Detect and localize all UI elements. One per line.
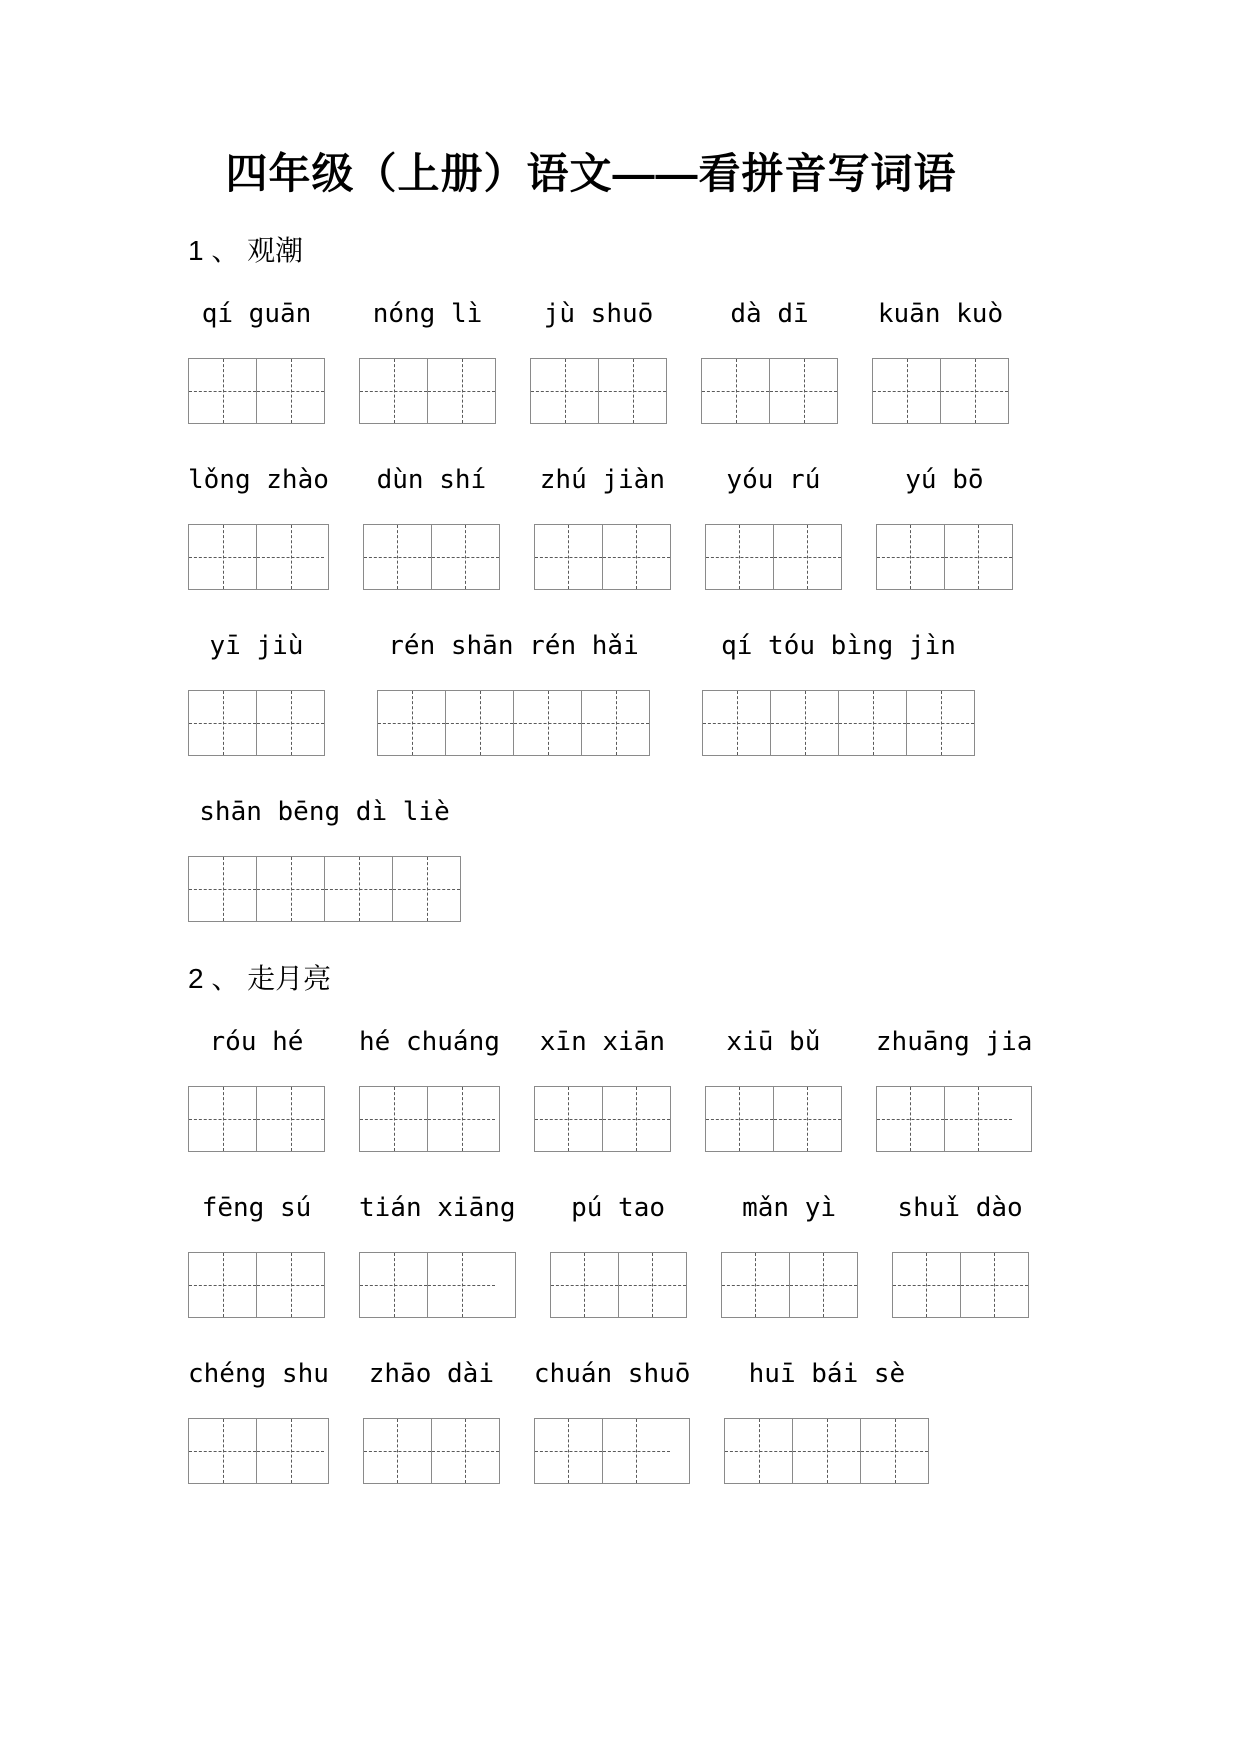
pinyin-label: zhuāng jia xyxy=(875,1027,1033,1057)
writing-grid xyxy=(188,856,461,922)
word-group xyxy=(363,1358,500,1484)
grid-cell xyxy=(603,1087,670,1151)
grid-cell xyxy=(535,1419,603,1483)
word-group xyxy=(188,1192,325,1318)
pinyin-label: xiū bǔ xyxy=(726,1027,821,1057)
grid-cell xyxy=(603,1419,670,1483)
grid-cell xyxy=(703,691,771,755)
grid-cell xyxy=(446,691,514,755)
grid-cell xyxy=(360,1253,428,1317)
writing-grid xyxy=(188,1418,329,1484)
pinyin-label: kuān kuò xyxy=(877,299,1004,329)
writing-grid xyxy=(188,1252,325,1318)
grid-cell xyxy=(189,1419,257,1483)
grid-cell xyxy=(945,525,1012,589)
pinyin-label: hé chuáng xyxy=(359,1027,500,1057)
grid-cell xyxy=(428,1087,495,1151)
grid-cell xyxy=(189,525,257,589)
word-group xyxy=(188,796,461,922)
writing-grid xyxy=(530,358,667,424)
word-group xyxy=(534,1026,671,1152)
writing-grid xyxy=(876,524,1013,590)
writing-grid xyxy=(363,1418,500,1484)
section-heading: 1 、 观潮 xyxy=(188,235,304,266)
grid-cell xyxy=(364,1419,432,1483)
writing-grid xyxy=(705,1086,842,1152)
pinyin-label: yī jiù xyxy=(209,631,304,661)
word-group xyxy=(872,298,1009,424)
grid-cell xyxy=(428,1253,495,1317)
word-row xyxy=(188,464,994,590)
word-row xyxy=(188,796,994,922)
writing-grid xyxy=(721,1252,858,1318)
grid-cell xyxy=(725,1419,793,1483)
grid-cell xyxy=(702,359,770,423)
grid-cell xyxy=(189,857,257,921)
writing-grid xyxy=(188,358,325,424)
grid-cell xyxy=(257,359,324,423)
writing-grid xyxy=(188,1086,325,1152)
word-row xyxy=(188,1192,1023,1318)
pinyin-label: chéng shu xyxy=(188,1359,329,1389)
grid-cell xyxy=(257,525,324,589)
grid-cell xyxy=(257,1253,324,1317)
grid-cell xyxy=(378,691,446,755)
grid-cell xyxy=(189,359,257,423)
pinyin-label: shān bēng dì liè xyxy=(199,797,450,827)
grid-cell xyxy=(432,1419,499,1483)
word-group xyxy=(724,1358,929,1484)
word-group xyxy=(534,464,671,590)
grid-cell xyxy=(551,1253,619,1317)
grid-cell xyxy=(877,1087,945,1151)
word-group xyxy=(721,1192,858,1318)
word-group xyxy=(705,464,842,590)
word-group xyxy=(550,1192,687,1318)
grid-cell xyxy=(257,1419,324,1483)
grid-cell xyxy=(790,1253,857,1317)
word-group xyxy=(377,630,650,756)
worksheet-content xyxy=(188,0,1033,1524)
grid-cell xyxy=(961,1253,1028,1317)
word-row xyxy=(188,1358,994,1484)
word-group xyxy=(359,1026,500,1152)
word-group xyxy=(701,298,838,424)
word-row xyxy=(188,298,1004,424)
grid-cell xyxy=(839,691,907,755)
writing-grid xyxy=(705,524,842,590)
word-row xyxy=(188,630,994,756)
pinyin-label: huī bái sè xyxy=(748,1359,906,1389)
writing-grid xyxy=(377,690,650,756)
grid-cell xyxy=(257,691,324,755)
word-group xyxy=(188,1026,325,1152)
word-group xyxy=(876,464,1013,590)
grid-cell xyxy=(599,359,666,423)
section-heading: 2 、 走月亮 xyxy=(188,963,332,994)
pinyin-label: xīn xiān xyxy=(539,1027,665,1057)
pinyin-label: róu hé xyxy=(209,1027,304,1057)
grid-cell xyxy=(793,1419,861,1483)
writing-grid xyxy=(359,358,496,424)
word-group xyxy=(705,1026,842,1152)
grid-cell xyxy=(325,857,393,921)
grid-cell xyxy=(535,1087,603,1151)
writing-grid xyxy=(702,690,975,756)
pinyin-label: qí tóu bìng jìn xyxy=(721,631,956,661)
pinyin-label: dùn shí xyxy=(376,465,487,495)
word-group xyxy=(702,630,975,756)
grid-cell xyxy=(393,857,460,921)
grid-cell xyxy=(257,857,325,921)
grid-cell xyxy=(706,1087,774,1151)
grid-cell xyxy=(771,691,839,755)
writing-grid xyxy=(876,1086,1033,1152)
grid-cell xyxy=(257,1087,324,1151)
word-group xyxy=(188,1358,329,1484)
grid-cell xyxy=(364,525,432,589)
writing-grid xyxy=(363,524,500,590)
writing-grid xyxy=(892,1252,1029,1318)
writing-grid xyxy=(188,524,329,590)
writing-grid xyxy=(359,1252,516,1318)
writing-grid xyxy=(534,524,671,590)
grid-cell xyxy=(722,1253,790,1317)
grid-cell xyxy=(907,691,974,755)
grid-cell xyxy=(774,1087,841,1151)
grid-cell xyxy=(514,691,582,755)
pinyin-label: zhāo dài xyxy=(368,1359,494,1389)
pinyin-label: zhú jiàn xyxy=(539,465,665,495)
writing-grid xyxy=(724,1418,929,1484)
writing-grid xyxy=(188,690,325,756)
pinyin-label: lǒng zhào xyxy=(188,465,329,495)
word-group xyxy=(359,1192,516,1318)
sections-root xyxy=(188,234,1033,1484)
word-group xyxy=(188,464,329,590)
grid-cell xyxy=(189,1253,257,1317)
grid-cell xyxy=(189,691,257,755)
writing-grid xyxy=(359,1086,500,1152)
grid-cell xyxy=(619,1253,686,1317)
pinyin-label: mǎn yì xyxy=(742,1193,836,1223)
word-group xyxy=(876,1026,1033,1152)
pinyin-label: shuǐ dào xyxy=(897,1193,1023,1223)
word-group xyxy=(359,298,496,424)
pinyin-label: yóu rú xyxy=(726,465,821,495)
word-group xyxy=(363,464,500,590)
writing-grid xyxy=(550,1252,687,1318)
pinyin-label: fēng sú xyxy=(201,1193,312,1223)
pinyin-label: yú bō xyxy=(905,465,984,495)
pinyin-label: qí guān xyxy=(201,299,312,329)
grid-cell xyxy=(706,525,774,589)
grid-cell xyxy=(432,525,499,589)
word-group xyxy=(530,298,667,424)
writing-grid xyxy=(872,358,1009,424)
grid-cell xyxy=(893,1253,961,1317)
grid-cell xyxy=(360,359,428,423)
grid-cell xyxy=(428,359,495,423)
grid-cell xyxy=(945,1087,1012,1151)
grid-cell xyxy=(531,359,599,423)
word-group xyxy=(534,1358,691,1484)
pinyin-label: dà dī xyxy=(730,299,809,329)
writing-grid xyxy=(534,1086,671,1152)
grid-cell xyxy=(941,359,1008,423)
pinyin-label: chuán shuō xyxy=(533,1359,691,1389)
word-group xyxy=(188,298,325,424)
grid-cell xyxy=(770,359,837,423)
word-group xyxy=(892,1192,1029,1318)
pinyin-label: pú tao xyxy=(571,1193,665,1223)
grid-cell xyxy=(189,1087,257,1151)
pinyin-label: tián xiāng xyxy=(359,1193,516,1223)
grid-cell xyxy=(603,525,670,589)
writing-grid xyxy=(701,358,838,424)
word-group xyxy=(188,630,325,756)
writing-grid xyxy=(534,1418,691,1484)
pinyin-label: rén shān rén hǎi xyxy=(388,631,639,661)
grid-cell xyxy=(774,525,841,589)
grid-cell xyxy=(360,1087,428,1151)
grid-cell xyxy=(877,525,945,589)
grid-cell xyxy=(582,691,649,755)
grid-cell xyxy=(861,1419,928,1483)
pinyin-label: jù shuō xyxy=(543,299,654,329)
word-row xyxy=(188,1026,1033,1152)
page-title: 四年级（上册）语文——看拼音写词语 xyxy=(225,150,957,197)
grid-cell xyxy=(873,359,941,423)
pinyin-label: nóng lì xyxy=(372,299,483,329)
grid-cell xyxy=(535,525,603,589)
